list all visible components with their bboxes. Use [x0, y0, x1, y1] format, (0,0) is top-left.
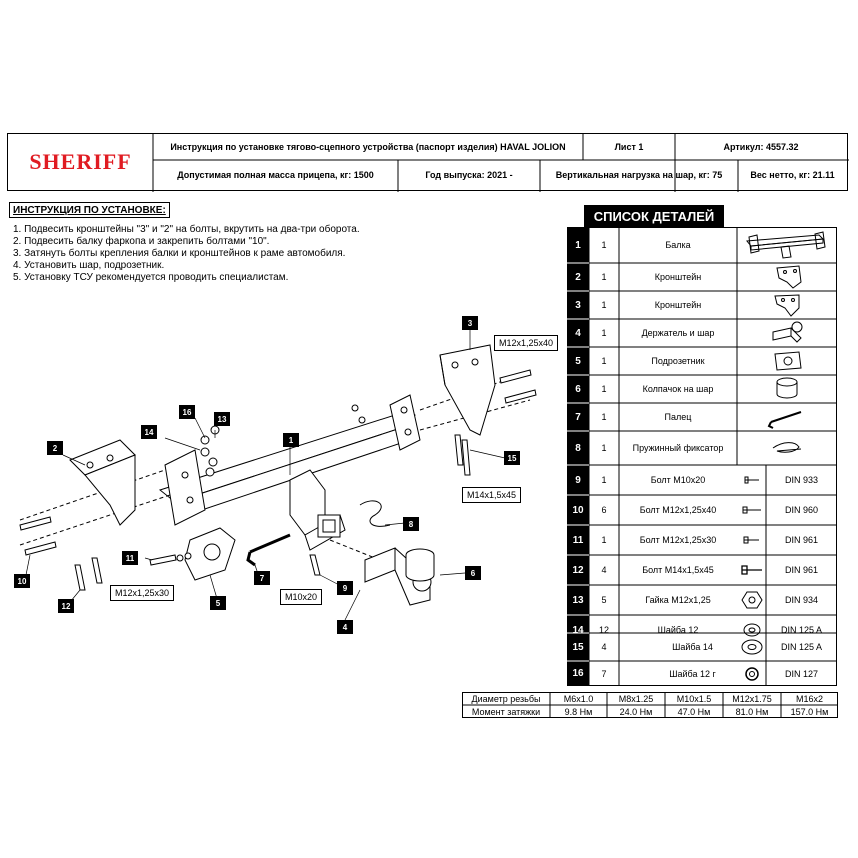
- header-frame: [7, 133, 848, 191]
- torque-value: 24.0 Нм: [619, 706, 653, 717]
- part-qty: 7: [601, 668, 607, 679]
- part-standard: DIN 125 A: [780, 642, 823, 652]
- bolt-icon: [739, 559, 765, 581]
- instructions-title: ИНСТРУКЦИЯ ПО УСТАНОВКЕ:: [9, 202, 170, 218]
- part-name: Подрозетник: [651, 356, 705, 366]
- torque-value: 157.0 Нм: [790, 706, 829, 717]
- part-name: Палец: [664, 412, 692, 422]
- part-qty: 1: [601, 328, 607, 338]
- part-number: 4: [575, 327, 581, 339]
- torque-value: 47.0 Нм: [677, 706, 711, 717]
- part-row-6: [567, 375, 837, 403]
- callout-15: 15: [504, 451, 520, 465]
- callout-5: 5: [210, 596, 226, 610]
- part-row-13: [567, 585, 837, 615]
- bolt-icon: [739, 499, 765, 521]
- max-trailer-mass: Допустимая полная масса прицепа, кг: 1500: [177, 170, 374, 180]
- part-name: Шайба 12 г: [669, 668, 716, 679]
- part-qty: 1: [601, 300, 607, 310]
- part-row-3: [567, 291, 837, 319]
- document-title: Инструкция по установке тягово-сцепного устройства (паспорт изделия) HAVAL JOLION: [170, 142, 566, 152]
- part-standard: DIN 127: [784, 668, 819, 679]
- callout-14: 14: [141, 425, 157, 439]
- part-name: Шайба 12: [657, 625, 699, 635]
- bracket-left-drawing: [70, 440, 135, 525]
- instruction-step-3: 3. Затянуть болты крепления балки и кронштейнов к раме автомобиля.: [13, 248, 346, 259]
- part-row-10: [567, 495, 837, 525]
- bracket-icon: [739, 264, 835, 290]
- torque-row-label-torque: Момент затяжки: [471, 706, 541, 717]
- pin-icon: [739, 404, 835, 430]
- part-number: 8: [575, 442, 581, 454]
- net-weight: Вес нетто, кг: 21.11: [750, 170, 835, 180]
- part-number: 2: [575, 271, 581, 283]
- spring-clip-icon: [739, 433, 835, 463]
- socket-plate-drawing: [185, 528, 235, 580]
- pin-drawing: [248, 535, 290, 565]
- part-name: Болт М12х1,25х40: [639, 505, 717, 515]
- callout-11-12: 12: [58, 599, 74, 613]
- part-number: 11: [572, 534, 584, 546]
- callout-2: 2: [47, 441, 63, 455]
- thread-size: M12x1.75: [732, 693, 772, 704]
- exploded-assembly-diagram: [0, 290, 560, 640]
- part-number: 5: [575, 355, 581, 367]
- ball-cap-icon: [739, 376, 835, 402]
- thread-size: M6x1.0: [563, 693, 594, 704]
- part-qty: 1: [601, 240, 607, 250]
- socket-plate-icon: [739, 348, 835, 374]
- part-name: Гайка М12х1,25: [645, 595, 711, 605]
- part-qty: 6: [601, 505, 607, 515]
- part-qty: 4: [601, 565, 607, 575]
- part-number: 7: [575, 411, 581, 423]
- instruction-step-5: 5. Установку ТСУ рекомендуется проводить специалистам.: [13, 272, 289, 283]
- part-name: Шайба 14: [672, 642, 713, 652]
- spring-washer-icon: [739, 663, 765, 685]
- beam-icon: [739, 229, 835, 261]
- instruction-step-4: 4. Установить шар, подрозетник.: [13, 260, 165, 271]
- ball-mount-icon: [739, 320, 835, 346]
- dim-label-m10x20: M10x20: [280, 589, 322, 605]
- nut-icon: [739, 589, 765, 611]
- bolt-icon: [739, 529, 765, 551]
- bolt-icon: [739, 469, 765, 491]
- parts-list-table: [567, 227, 837, 686]
- callout-11: 11: [122, 551, 138, 565]
- torque-table: [462, 692, 838, 718]
- instruction-step-1: 1. Подвесить кронштейны "3" и "2" на болты, вкрутить на два-три оборота.: [13, 224, 360, 235]
- callout-8: 8: [403, 517, 419, 531]
- production-year: Год выпуска: 2021 -: [425, 170, 513, 180]
- washer-icon: [739, 636, 765, 658]
- callout-10: 10: [14, 574, 30, 588]
- thread-size: M10x1.5: [676, 693, 712, 704]
- part-number: 9: [575, 474, 581, 486]
- part-number: 12: [572, 564, 584, 576]
- part-number: 6: [575, 383, 581, 395]
- part-row-15: [567, 633, 837, 661]
- instruction-step-2: 2. Подвесить балку фаркопа и закрепить болтами "10".: [13, 236, 270, 247]
- part-name: Болт М10х20: [650, 475, 706, 485]
- callout-6: 6: [465, 566, 481, 580]
- part-qty: 12: [598, 625, 609, 635]
- part-row-11: [567, 525, 837, 555]
- part-name: Держатель и шар: [641, 328, 715, 338]
- torque-row-label-thread: Диаметр резьбы: [471, 693, 541, 704]
- part-row-2: [567, 263, 837, 291]
- torque-value: 9.8 Нм: [564, 706, 593, 717]
- part-qty: 1: [601, 356, 607, 366]
- part-qty: 4: [601, 642, 607, 652]
- bracket-icon: [739, 292, 835, 318]
- dim-label-m12x40: M12x1,25x40: [494, 335, 558, 351]
- part-qty: 1: [601, 475, 607, 485]
- part-qty: 1: [601, 272, 607, 282]
- part-number: 3: [575, 299, 581, 311]
- thread-size: M8x1.25: [618, 693, 654, 704]
- part-row-8: [567, 431, 837, 465]
- part-number: 1: [575, 239, 581, 251]
- part-qty: 1: [601, 535, 607, 545]
- torque-value: 81.0 Нм: [735, 706, 769, 717]
- bracket-right-drawing: [440, 345, 495, 435]
- part-name: Кронштейн: [654, 300, 702, 310]
- dim-label-m14x45: M14x1,5x45: [462, 487, 521, 503]
- part-row-7: [567, 403, 837, 431]
- parts-list-title: СПИСОК ДЕТАЛЕЙ: [584, 205, 724, 227]
- part-standard: DIN 961: [784, 535, 819, 545]
- part-number: 14: [572, 624, 584, 636]
- part-row-4: [567, 319, 837, 347]
- part-name: Болт М12х1,25х30: [639, 535, 717, 545]
- callout-7: 7: [254, 571, 270, 585]
- part-name: Пружинный фиксатор: [632, 443, 724, 453]
- part-number: 13: [572, 594, 584, 606]
- spring-clip-drawing: [360, 501, 390, 527]
- part-row-5: [567, 347, 837, 375]
- part-qty: 1: [601, 412, 607, 422]
- callout-16: 16: [179, 405, 195, 419]
- callout-13: 13: [214, 412, 230, 426]
- part-number: 16: [572, 668, 584, 679]
- ball-cap-drawing: [406, 549, 434, 581]
- part-standard: DIN 933: [784, 475, 819, 485]
- part-number: 10: [572, 504, 584, 516]
- callout-3: 3: [462, 316, 478, 330]
- part-name: Балка: [665, 240, 691, 250]
- part-qty: 5: [601, 595, 607, 605]
- part-name: Болт М14х1,5х45: [642, 565, 714, 575]
- article-number: Артикул: 4557.32: [723, 142, 799, 152]
- callout-9: 9: [337, 581, 353, 595]
- sheet-number: Лист 1: [614, 142, 644, 152]
- part-qty: 1: [601, 384, 607, 394]
- brand-logo: SHERIFF: [29, 149, 132, 174]
- part-qty: 1: [601, 443, 607, 453]
- part-standard: DIN 960: [784, 505, 819, 515]
- part-row-1: [567, 227, 837, 263]
- dim-label-m12x30: M12x1,25x30: [110, 585, 174, 601]
- thread-size: M16x2: [795, 693, 823, 704]
- part-standard: DIN 961: [784, 565, 819, 575]
- callout-4: 4: [337, 620, 353, 634]
- part-name: Колпачок на шар: [642, 384, 714, 394]
- part-number: 15: [572, 641, 584, 653]
- part-row-9: [567, 465, 837, 495]
- part-standard: DIN 125 A: [780, 625, 823, 635]
- callout-1: 1: [283, 433, 299, 447]
- part-standard: DIN 934: [784, 595, 819, 605]
- part-row-16: [567, 661, 837, 686]
- part-name: Кронштейн: [654, 272, 702, 282]
- vertical-load: Вертикальная нагрузка на шар, кг: 75: [555, 170, 723, 180]
- part-row-12: [567, 555, 837, 585]
